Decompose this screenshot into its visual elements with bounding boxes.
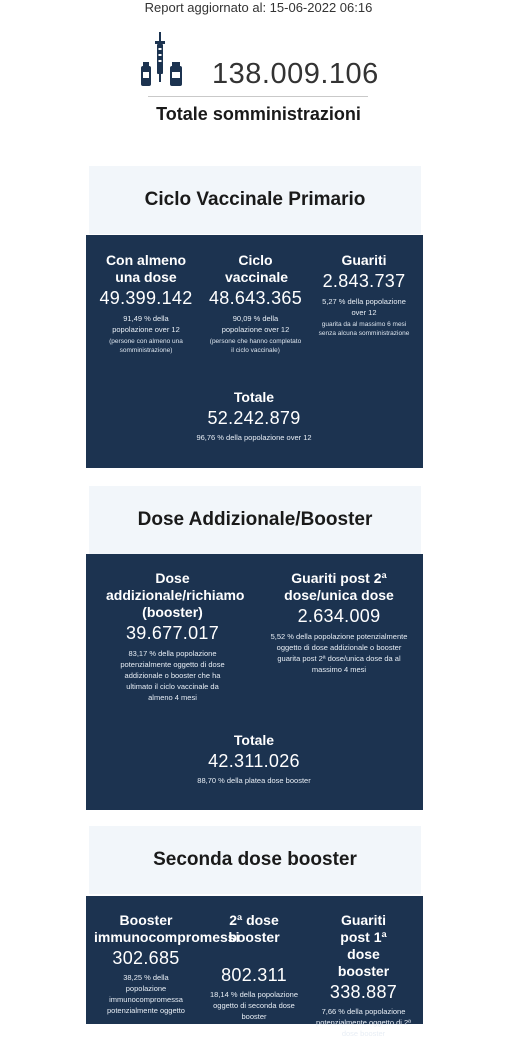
report-updated-text: Report aggiornato al: 15-06-2022 06:16 xyxy=(144,0,373,15)
stat-percentage: 7,66 % della popolazione potenzialmente oggetto di 2ª dose booster xyxy=(316,1007,411,1038)
stat-booster-immunocompromessi xyxy=(94,912,240,1016)
stat-percentage: 38,25 % della popolazione immunocompromessa potenzialmente oggetto xyxy=(107,973,185,1015)
stat-totale xyxy=(154,389,354,443)
stat-label: Guariti post 1ª dose booster xyxy=(337,912,390,979)
seconda-panel xyxy=(86,896,423,1038)
stat-label: Totale xyxy=(233,732,275,748)
stat-percentage: 96,76 % della popolazione over 12 xyxy=(196,433,312,442)
stat-guariti-post-booster xyxy=(311,912,416,1039)
stat-guariti xyxy=(314,252,414,338)
stat-value: 802.311 xyxy=(221,965,287,985)
stat-note: (persone che hanno completato il ciclo vaccinale) xyxy=(209,338,302,354)
stat-value: 42.311.026 xyxy=(208,751,300,771)
section-title-ciclo: Ciclo Vaccinale Primario xyxy=(89,166,421,234)
total-administrations-value: 138.009.106 xyxy=(212,58,379,90)
stat-percentage: 5,52 % della popolazione potenzialmente oggetto di dose addizionale o booster guarita post 2ª dose/unica dose da al massimo 4 mesi xyxy=(270,632,408,674)
stat-value: 2.843.737 xyxy=(322,271,406,291)
stat-percentage: 83,17 % della popolazione potenzialmente oggetto di dose addizionale o booster che ha ultimato il ciclo vaccinale da almeno 4 mesi xyxy=(120,649,225,702)
stat-label: 2ª dose booster xyxy=(228,912,280,945)
booster-panel xyxy=(86,554,423,810)
stat-percentage: 18,14 % della popolazione oggetto di seconda dose booster xyxy=(210,990,298,1021)
stat-value: 302.685 xyxy=(112,948,180,968)
stat-value: 52.242.879 xyxy=(207,408,301,428)
vaccine-vials-icon xyxy=(140,32,184,88)
stat-label: Dose addizionale/richiamo (booster) xyxy=(106,570,245,620)
stat-almeno-una-dose xyxy=(96,252,196,355)
stat-percentage: 88,70 % della platea dose booster xyxy=(197,776,311,785)
stat-ciclo-vaccinale xyxy=(203,252,308,355)
ciclo-panel xyxy=(86,235,423,468)
stat-note: guarita da al massimo 6 mesi senza alcuna somministrazione xyxy=(318,321,410,337)
stat-label: Con almeno una dose xyxy=(105,252,187,285)
stat-totale-booster xyxy=(154,732,354,786)
stat-label: Guariti post 2ª dose/unica dose xyxy=(284,570,394,603)
stat-value: 338.887 xyxy=(329,982,398,1002)
stat-value: 48.643.365 xyxy=(208,288,303,308)
stat-value: 2.634.009 xyxy=(297,606,381,626)
stat-label: Ciclo vaccinale xyxy=(225,252,289,285)
total-administrations-label: Totale somministrazioni xyxy=(156,104,361,124)
stat-guariti-post-dose xyxy=(264,570,414,675)
stat-percentage: 91,49 % della popolazione over 12 xyxy=(112,314,180,334)
stat-label: Guariti xyxy=(341,252,387,268)
stat-percentage: 90,09 % della popolazione over 12 xyxy=(221,314,290,334)
stat-label: Totale xyxy=(233,389,275,405)
section-title-seconda: Seconda dose booster xyxy=(89,826,421,894)
stat-value: 39.677.017 xyxy=(125,623,220,643)
stat-seconda-dose-booster xyxy=(206,912,302,1022)
stat-note: (persone con almeno una somministrazione) xyxy=(109,338,183,354)
stat-value: 49.399.142 xyxy=(99,288,193,308)
stat-label: Booster immunocompromessi xyxy=(94,912,240,945)
divider xyxy=(148,96,368,97)
stat-percentage: 5,27 % della popolazione over 12 xyxy=(322,297,406,317)
section-title-booster: Dose Addizionale/Booster xyxy=(89,486,421,554)
stat-dose-addizionale xyxy=(96,570,249,703)
